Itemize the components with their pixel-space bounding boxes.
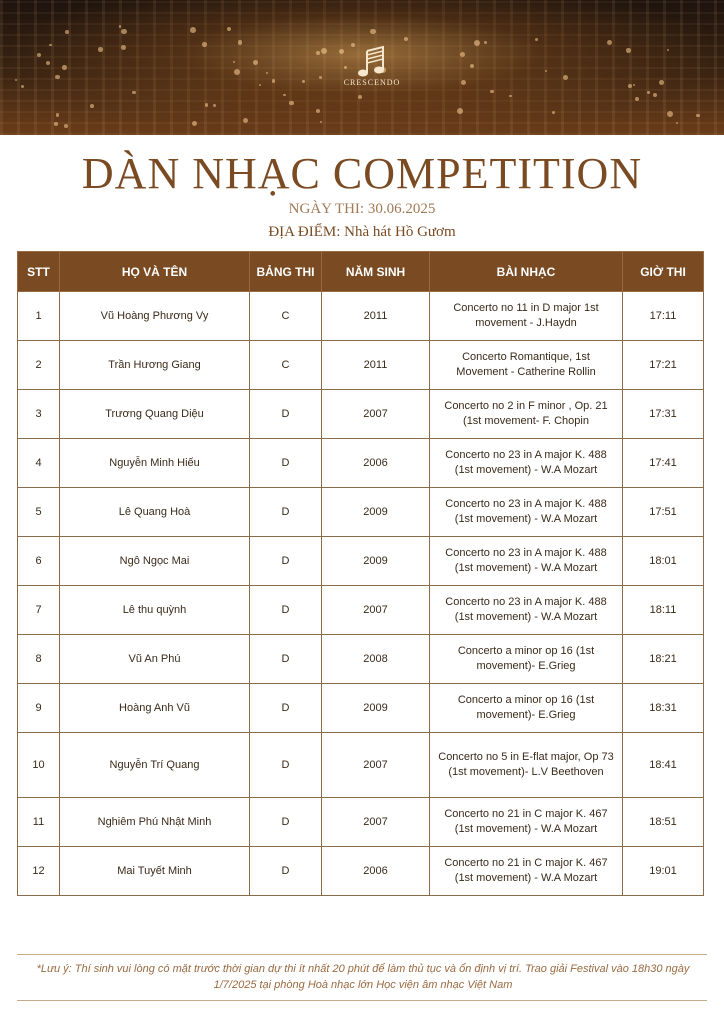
banner-light [98, 47, 103, 52]
cell-time: 18:31 [623, 684, 704, 733]
cell-name: Lê Quang Hoà [60, 488, 250, 537]
table-row [18, 684, 704, 733]
cell-name: Hoàng Anh Vũ [60, 684, 250, 733]
cell-time: 17:41 [623, 439, 704, 488]
banner-light [633, 84, 635, 86]
banner-light [46, 61, 50, 65]
cell-name: Nguyễn Minh Hiếu [60, 439, 250, 488]
banner-light [552, 111, 555, 114]
exam-venue: ĐỊA ĐIỂM: Nhà hát Hồ Gươm [268, 224, 456, 240]
cell-birth-year: 2008 [322, 635, 430, 684]
banner-light [202, 42, 207, 47]
exam-date: NGÀY THI: 30.06.2025 [288, 201, 436, 217]
banner-light [213, 104, 216, 107]
competition-schedule-table [17, 251, 704, 896]
banner-light [647, 91, 649, 93]
table-row [18, 733, 704, 798]
table-header-row [18, 252, 704, 292]
cell-group: D [250, 733, 322, 798]
banner-light [289, 101, 293, 105]
cell-piece: Concerto a minor op 16 (1st movement)- E.Grieg [430, 635, 623, 684]
banner-light [667, 49, 669, 51]
table-row [18, 292, 704, 341]
banner-light [461, 80, 466, 85]
cell-birth-year: 2007 [322, 390, 430, 439]
cell-group: C [250, 292, 322, 341]
cell-birth-year: 2007 [322, 586, 430, 635]
banner-light [21, 85, 24, 88]
column-header-name: HỌ VÀ TÊN [60, 252, 250, 292]
banner-light [626, 48, 631, 53]
banner-light [56, 113, 59, 116]
table-row [18, 798, 704, 847]
cell-name: Trương Quang Diệu [60, 390, 250, 439]
banner-light [37, 53, 41, 57]
banner-light [607, 40, 612, 45]
cell-stt: 7 [18, 586, 60, 635]
banner-light [65, 30, 69, 34]
banner-light [227, 27, 231, 31]
cell-time: 18:21 [623, 635, 704, 684]
table-row [18, 439, 704, 488]
cell-birth-year: 2011 [322, 292, 430, 341]
cell-stt: 5 [18, 488, 60, 537]
cell-stt: 1 [18, 292, 60, 341]
cell-group: D [250, 488, 322, 537]
banner-light [470, 64, 474, 68]
cell-birth-year: 2009 [322, 488, 430, 537]
banner-light [628, 84, 632, 88]
table-row [18, 488, 704, 537]
column-header-birth-year: NĂM SINH [322, 252, 430, 292]
banner-light [302, 80, 305, 83]
banner-light [90, 104, 94, 108]
cell-time: 18:51 [623, 798, 704, 847]
cell-time: 17:11 [623, 292, 704, 341]
banner-light [460, 52, 465, 57]
banner-light [205, 103, 209, 107]
cell-piece: Concerto no 23 in A major K. 488 (1st movement) - W.A Mozart [430, 439, 623, 488]
cell-stt: 12 [18, 847, 60, 896]
cell-stt: 6 [18, 537, 60, 586]
cell-birth-year: 2006 [322, 439, 430, 488]
cell-time: 17:51 [623, 488, 704, 537]
footer-divider-top [17, 954, 707, 955]
cell-name: Lê thu quỳnh [60, 586, 250, 635]
banner-light [696, 114, 700, 118]
banner-light [121, 29, 126, 34]
cell-group: D [250, 537, 322, 586]
cell-group: D [250, 684, 322, 733]
cell-stt: 8 [18, 635, 60, 684]
table-row [18, 586, 704, 635]
banner-light [132, 91, 136, 95]
cell-birth-year: 2009 [322, 684, 430, 733]
cell-name: Nguyễn Trí Quang [60, 733, 250, 798]
banner-light [119, 25, 122, 28]
cell-group: D [250, 798, 322, 847]
cell-stt: 11 [18, 798, 60, 847]
banner-light [316, 109, 320, 113]
banner-light [509, 95, 512, 98]
banner-light [243, 118, 248, 123]
banner-light [121, 45, 126, 50]
banner-light [370, 29, 376, 35]
table-row [18, 847, 704, 896]
column-header-group: BẢNG THI [250, 252, 322, 292]
banner-light [266, 72, 268, 74]
banner-light [238, 40, 242, 44]
column-header-piece: BÀI NHẠC [430, 252, 623, 292]
banner-light [192, 121, 197, 126]
cell-birth-year: 2007 [322, 798, 430, 847]
cell-stt: 10 [18, 733, 60, 798]
music-note-icon [355, 45, 389, 79]
banner-light [563, 75, 568, 80]
banner-light [190, 27, 196, 33]
banner-light [49, 44, 51, 46]
cell-name: Trần Hương Giang [60, 341, 250, 390]
cell-stt: 2 [18, 341, 60, 390]
banner-light [484, 41, 487, 44]
cell-group: D [250, 635, 322, 684]
cell-time: 17:31 [623, 390, 704, 439]
banner-light [54, 122, 58, 126]
banner-light [15, 79, 17, 81]
footer-divider-bottom [17, 1000, 707, 1001]
banner-light [316, 51, 320, 55]
table-row [18, 635, 704, 684]
banner-light [358, 95, 362, 99]
crescendo-logo [332, 45, 412, 95]
cell-piece: Concerto no 21 in C major K. 467 (1st movement) - W.A Mozart [430, 847, 623, 896]
banner-light [259, 84, 261, 86]
table-row [18, 390, 704, 439]
banner-light [319, 76, 322, 79]
cell-name: Nghiêm Phú Nhật Minh [60, 798, 250, 847]
cell-group: D [250, 439, 322, 488]
cell-group: D [250, 586, 322, 635]
logo-text: CRESCENDO [343, 78, 401, 87]
cell-birth-year: 2006 [322, 847, 430, 896]
banner-light [55, 75, 60, 80]
cell-name: Mai Tuyết Minh [60, 847, 250, 896]
cell-group: D [250, 847, 322, 896]
banner-light [253, 60, 258, 65]
cell-piece: Concerto no 2 in F minor , Op. 21 (1st movement- F. Chopin [430, 390, 623, 439]
cell-group: D [250, 390, 322, 439]
cell-group: C [250, 341, 322, 390]
cell-birth-year: 2009 [322, 537, 430, 586]
cell-stt: 4 [18, 439, 60, 488]
banner-light [667, 111, 673, 117]
cell-piece: Concerto no 23 in A major K. 488 (1st movement) - W.A Mozart [430, 586, 623, 635]
column-header-time: GIỜ THI [623, 252, 704, 292]
banner-light [321, 48, 327, 54]
orchestra-banner-image [0, 0, 724, 135]
banner-light [653, 93, 657, 97]
banner-light [457, 108, 463, 114]
banner-light [320, 121, 322, 123]
cell-time: 17:21 [623, 341, 704, 390]
banner-light [234, 69, 240, 75]
cell-time: 18:41 [623, 733, 704, 798]
banner-light [404, 37, 408, 41]
banner-light [535, 38, 538, 41]
banner-light [474, 40, 480, 46]
cell-piece: Concerto no 21 in C major K. 467 (1st movement) - W.A Mozart [430, 798, 623, 847]
banner-light [62, 65, 66, 69]
banner-light [635, 97, 639, 101]
banner-light [490, 90, 494, 94]
banner-light [283, 94, 286, 97]
table-row [18, 341, 704, 390]
cell-birth-year: 2007 [322, 733, 430, 798]
banner-light [64, 124, 68, 128]
cell-stt: 9 [18, 684, 60, 733]
banner-light [676, 122, 678, 124]
banner-light [233, 61, 235, 63]
banner-light [659, 80, 664, 85]
page-title: DÀN NHẠC COMPETITION [81, 149, 643, 198]
cell-time: 18:01 [623, 537, 704, 586]
cell-time: 19:01 [623, 847, 704, 896]
cell-piece: Concerto no 23 in A major K. 488 (1st movement) - W.A Mozart [430, 537, 623, 586]
cell-name: Vũ Hoàng Phương Vy [60, 292, 250, 341]
cell-name: Ngô Ngọc Mai [60, 537, 250, 586]
cell-piece: Concerto no 23 in A major K. 488 (1st movement) - W.A Mozart [430, 488, 623, 537]
banner-light [272, 79, 276, 83]
cell-piece: Concerto no 5 in E-flat major, Op 73 (1st movement)- L.V Beethoven [430, 733, 623, 798]
cell-time: 18:11 [623, 586, 704, 635]
cell-piece: Concerto no 11 in D major 1st movement - J.Haydn [430, 292, 623, 341]
column-header-stt: STT [18, 252, 60, 292]
cell-name: Vũ An Phú [60, 635, 250, 684]
cell-birth-year: 2011 [322, 341, 430, 390]
cell-stt: 3 [18, 390, 60, 439]
footer-note: *Lưu ý: Thí sinh vui lòng có mặt trước thời gian dự thi ít nhất 20 phút để làm thủ tục và ổn định vị trí. Trao giải Festival vào 18h30 ngày 1/7/2025 tại phòng Hoà nhạc lớn Học viện âm nhạc Việt Nam [36, 963, 690, 991]
table-row [18, 537, 704, 586]
cell-piece: Concerto a minor op 16 (1st movement)- E.Grieg [430, 684, 623, 733]
banner-light [545, 70, 547, 72]
cell-piece: Concerto Romantique, 1st Movement - Catherine Rollin [430, 341, 623, 390]
